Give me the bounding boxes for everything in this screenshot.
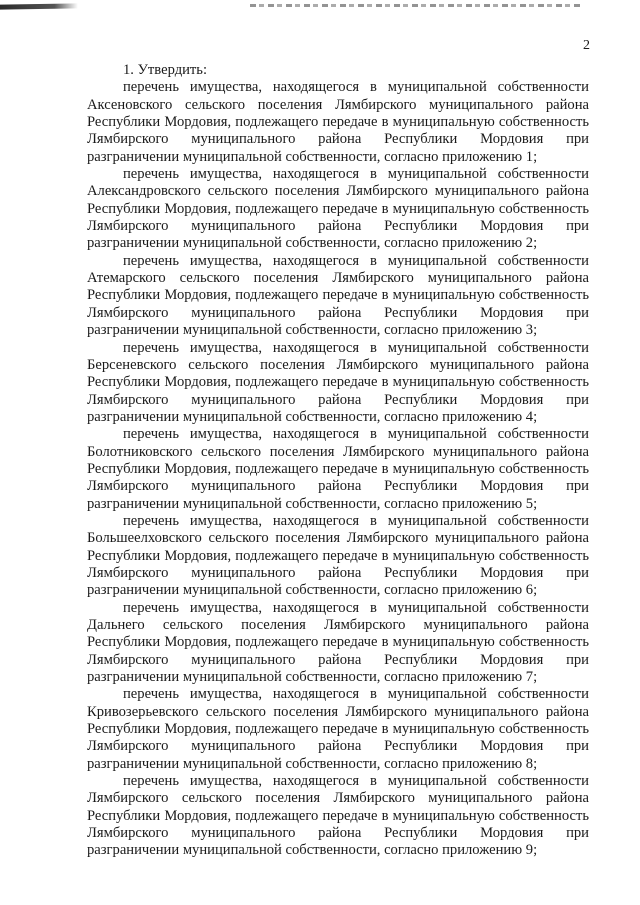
paragraph-appendix-2: перечень имущества, находящегося в муниципальной собственности Александровского сельского поселения Лямбирского муниципального района Республики Мордовия, подлежащего передаче в муниципальную собственность Лямбирского муниципального района Республики Мордовия при разграничении муниципальной собственности, согласно приложению 2; xyxy=(87,166,589,252)
scan-artifact xyxy=(250,4,580,7)
paragraph-appendix-3: перечень имущества, находящегося в муниципальной собственности Атемарского сельского поселения Лямбирского муниципального района Республики Мордовия, подлежащего передаче в муниципальную собственность Лямбирского муниципального района Республики Мордовия при разграничении муниципальной собственности, согласно приложению 3; xyxy=(87,252,589,339)
paragraph-appendix-1: перечень имущества, находящегося в муниципальной собственности Аксеновского сельского поселения Лямбирского муниципального района Республики Мордовия, подлежащего передаче в муниципальную собственность Лямбирского муниципального района Республики Мордовия при разграничении муниципальной собственности, согласно приложению 1; xyxy=(87,79,589,165)
paragraph-appendix-6: перечень имущества, находящегося в муниципальной собственности Большеелховского сельского поселения Лямбирского муниципального района Республики Мордовия, подлежащего передаче в муниципальную собственность Лямбирского муниципального района Республики Мордовия при разграничении муниципальной собственности, согласно приложению 6; xyxy=(87,512,589,599)
paragraph-appendix-9: перечень имущества, находящегося в муниципальной собственности Лямбирского сельского поселения Лямбирского муниципального района Республики Мордовия, подлежащего передаче в муниципальную собственность Лямбирского муниципального района Республики Мордовия при разграничении муниципальной собственности, согласно приложению 9; xyxy=(87,773,589,859)
paragraph-appendix-4: перечень имущества, находящегося в муниципальной собственности Берсеневского сельского поселения Лямбирского муниципального района Республики Мордовия, подлежащего передаче в муниципальную собственность Лямбирского муниципального района Республики Мордовия при разграничении муниципальной собственности, согласно приложению 4; xyxy=(87,339,589,425)
paragraph-appendix-7: перечень имущества, находящегося в муниципальной собственности Дальнего сельского поселения Лямбирского муниципального района Республики Мордовия, подлежащего передаче в муниципальную собственность Лямбирского муниципального района Республики Мордовия при разграничении муниципальной собственности, согласно приложению 7; xyxy=(87,599,589,686)
section-heading: 1. Утвердить: xyxy=(123,62,208,78)
paragraph-appendix-8: перечень имущества, находящегося в муниципальной собственности Кривозерьевского сельского поселения Лямбирского муниципального района Республики Мордовия, подлежащего передаче в муниципальную собственность Лямбирского муниципального района Республики Мордовия при разграничении муниципальной собственности, согласно приложению 8; xyxy=(87,686,589,772)
document-body xyxy=(87,62,589,860)
page-number: 2 xyxy=(583,38,590,53)
scan-artifact xyxy=(0,3,78,9)
paragraph-appendix-5: перечень имущества, находящегося в муниципальной собственности Болотниковского сельского поселения Лямбирского муниципального района Республики Мордовия, подлежащего передаче в муниципальную собственность Лямбирского муниципального района Республики Мордовия при разграничении муниципальной собственности, согласно приложению 5; xyxy=(87,426,589,512)
